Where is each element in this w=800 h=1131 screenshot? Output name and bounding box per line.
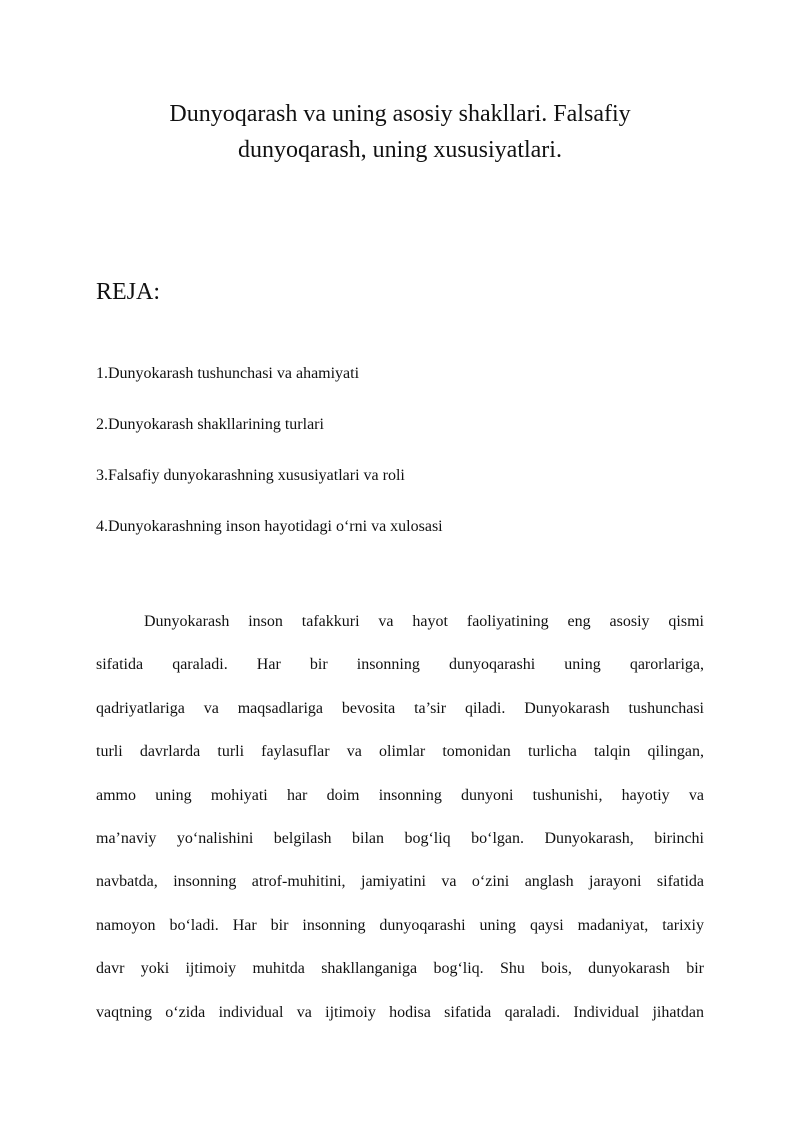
title-line-1: Dunyoqarash va uning asosiy shakllari. Falsafiy	[169, 101, 631, 127]
body-line-7: navbatda, insonning atrof-muhitini, jamiyatini va o‘zini anglash jarayoni sifatida	[96, 873, 704, 891]
body-paragraph	[96, 604, 704, 1038]
plan-item-1: 1.Dunyokarash tushunchasi va ahamiyati	[96, 365, 360, 382]
document-title	[96, 96, 704, 168]
body-line-2: sifatida qaraladi. Har bir insonning dunyoqarashi uning qarorlariga,	[96, 656, 704, 674]
body-line-8: namoyon bo‘ladi. Har bir insonning dunyoqarashi uning qaysi madaniyat, tarixiy	[96, 916, 704, 934]
body-line-1: Dunyokarash inson tafakkuri va hayot faoliyatining eng asosiy qismi	[144, 613, 704, 630]
plan-item-3: 3.Falsafiy dunyokarashning xususiyatlari va roli	[96, 467, 405, 484]
body-line-4: turli davrlarda turli faylasuflar va olimlar tomonidan turlicha talqin qilingan,	[96, 743, 704, 761]
plan-heading: REJA:	[96, 279, 161, 305]
body-line-5: ammo uning mohiyati har doim insonning dunyoni tushunishi, hayotiy va	[96, 786, 704, 804]
body-line-6: ma’naviy yo‘nalishini belgilash bilan bog‘liq bo‘lgan. Dunyokarash, birinchi	[96, 829, 704, 847]
body-line-3: qadriyatlariga va maqsadlariga bevosita ta’sir qiladi. Dunyokarash tushunchasi	[96, 699, 704, 717]
plan-item-2: 2.Dunyokarash shakllarining turlari	[96, 416, 324, 433]
plan-list	[96, 360, 443, 564]
body-line-10: vaqtning o‘zida individual va ijtimoiy hodisa sifatida qaraladi. Individual jihatdan	[96, 1003, 704, 1021]
body-line-9: davr yoki ijtimoiy muhitda shakllanganiga bog‘liq. Shu bois, dunyokarash bir	[96, 960, 704, 978]
plan-item-4: 4.Dunyokarashning inson hayotidagi o‘rni va xulosasi	[96, 518, 443, 535]
title-line-2: dunyoqarash, uning xususiyatlari.	[238, 137, 562, 163]
